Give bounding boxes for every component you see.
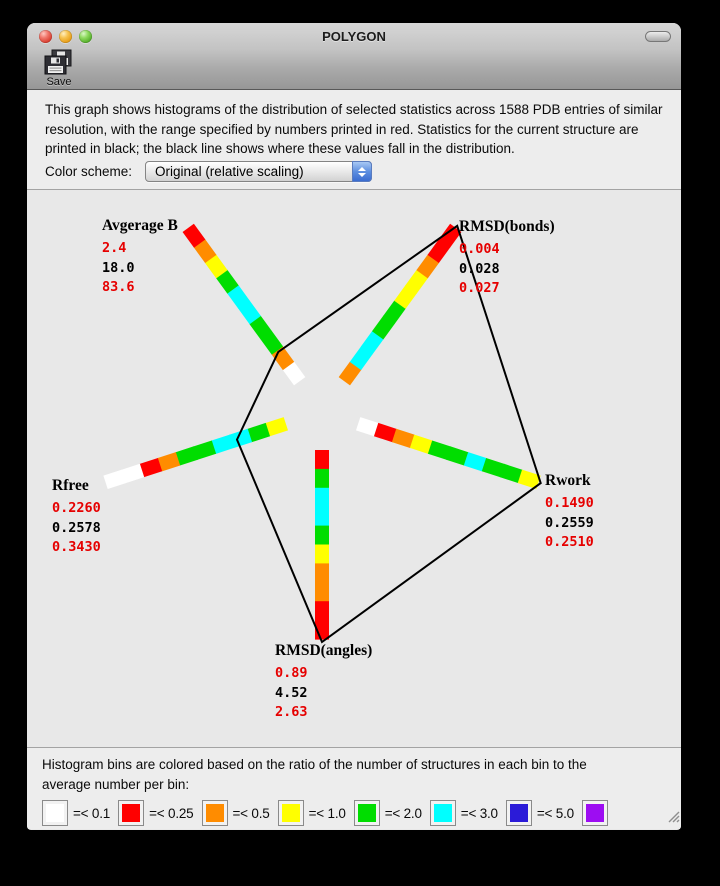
legend-bin-swatch (202, 800, 228, 826)
legend-bin (118, 800, 193, 826)
color-scheme-row (45, 161, 372, 182)
minimize-button[interactable] (59, 30, 72, 43)
legend-bin-label: =< 2.0 (384, 805, 422, 821)
stat-min: 2.4 (102, 240, 127, 256)
legend-bin (278, 800, 346, 826)
toolbar-toggle-button[interactable] (645, 31, 671, 42)
legend-row (42, 800, 667, 826)
legend-bin-label: =< 1.0 (308, 805, 346, 821)
stat-min: 0.004 (459, 241, 500, 257)
spoke-rmsd-bonds- (339, 224, 462, 386)
legend-bin-swatch (582, 800, 608, 826)
arrow-up-icon (358, 167, 366, 171)
description-panel (27, 90, 681, 190)
legend-bin-label: =< 5.0 (536, 805, 574, 821)
stat-name: RMSD(angles) (275, 642, 373, 659)
color-scheme-label: Color scheme: (45, 164, 133, 179)
stat-max: 2.63 (275, 704, 308, 720)
legend-text-line2: average number per bin: (42, 776, 190, 792)
stat-value: 4.52 (275, 684, 308, 701)
polygon-window (27, 23, 681, 830)
color-scheme-dropdown[interactable] (145, 161, 372, 182)
legend-bin-swatch (430, 800, 456, 826)
stat-rfree (52, 477, 101, 558)
legend-bin (354, 800, 422, 826)
spoke-rwork (356, 417, 541, 489)
save-button[interactable] (40, 49, 78, 88)
legend-bin (42, 800, 110, 826)
legend-bin-label: =< 3.0 (460, 805, 498, 821)
stat-value: 0.2559 (545, 514, 594, 531)
legend-bin-swatch (118, 800, 144, 826)
color-scheme-selected: Original (relative scaling) (155, 164, 304, 179)
legend-text (42, 755, 667, 794)
window-header (27, 23, 681, 90)
stat-max: 0.3430 (52, 539, 101, 555)
stat-max: 0.2510 (545, 534, 594, 550)
stat-rmsd-angles (275, 642, 372, 723)
stat-min: 0.2260 (52, 500, 101, 516)
stat-min: 0.1490 (545, 495, 594, 511)
spoke-rfree (103, 417, 288, 489)
stat-value: 0.028 (459, 260, 500, 277)
spoke-rmsd-angles- (315, 450, 329, 640)
stat-rwork (545, 472, 594, 553)
stat-max: 83.6 (102, 279, 135, 295)
arrow-down-icon (358, 173, 366, 177)
resize-grip[interactable] (666, 809, 680, 828)
stat-rmsd-bonds (459, 218, 555, 299)
stat-name: Rwork (545, 472, 591, 489)
traffic-lights (39, 30, 92, 43)
dropdown-stepper-icon (352, 161, 372, 182)
legend-bin-swatch (354, 800, 380, 826)
legend-bin-swatch (42, 800, 68, 826)
zoom-button[interactable] (79, 30, 92, 43)
window-title: POLYGON (322, 29, 386, 44)
stat-name: Avgerage B (102, 217, 178, 234)
stat-value: 18.0 (102, 259, 135, 276)
save-icon (40, 49, 78, 75)
description-text: This graph shows histograms of the distribution of selected statistics across 1588 PDB entries of similar resolution, with the range specified by numbers printed in red. Statistics for the current structure are printed in black; the black line shows where these values fall in the distribution. (45, 102, 663, 156)
legend-bin (202, 800, 270, 826)
save-button-label: Save (46, 76, 72, 88)
stat-name: RMSD(bonds) (459, 218, 555, 235)
legend-bin (582, 800, 613, 826)
stat-min: 0.89 (275, 665, 308, 681)
legend-panel (27, 747, 681, 829)
stat-max: 0.027 (459, 280, 500, 296)
legend-bin-label: =< 0.25 (149, 805, 194, 821)
stat-avgerage-b (102, 217, 178, 298)
legend-bin-swatch (278, 800, 304, 826)
stat-name: Rfree (52, 477, 89, 494)
legend-bin-label: =< 0.5 (232, 805, 270, 821)
stat-value: 0.2578 (52, 519, 101, 536)
spoke-avgerage-b (183, 224, 306, 386)
legend-bin (506, 800, 574, 826)
legend-bin (430, 800, 498, 826)
legend-bin-label: =< 0.1 (73, 805, 111, 821)
legend-text-line1: Histogram bins are colored based on the ratio of the number of structures in each bin to the (42, 757, 587, 772)
polygon-plot-area (27, 190, 681, 747)
close-button[interactable] (39, 30, 52, 43)
legend-bin-swatch (506, 800, 532, 826)
titlebar[interactable] (27, 23, 681, 49)
